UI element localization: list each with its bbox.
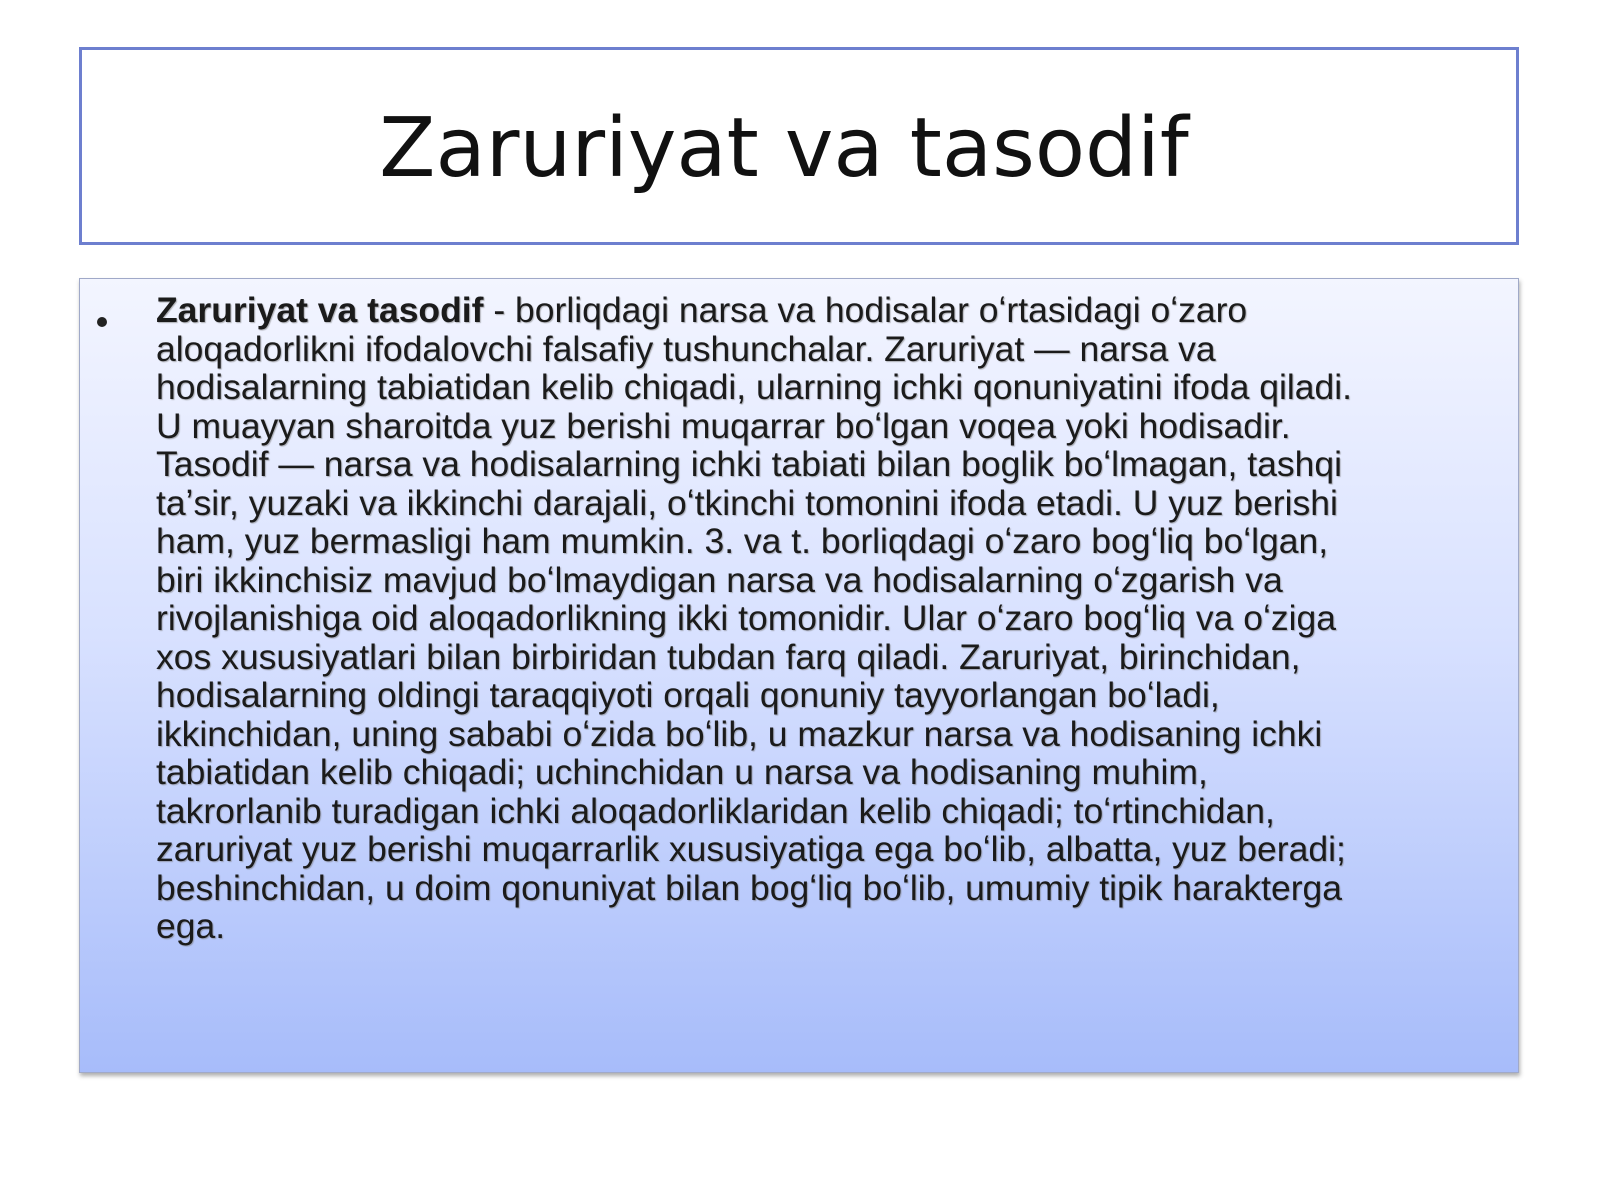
bullet-line: ega. <box>156 906 226 946</box>
bullet-line: U muayyan sharoitda yuz berishi muqarrar boʻlgan voqea yoki hodisadir. <box>156 405 1291 446</box>
bullet-line: ham, yuz bermasligi ham mumkin. 3. va t. borliqdagi oʻzaro bogʻliq boʻlgan, <box>156 521 1329 561</box>
bullet-text <box>156 291 1580 946</box>
bullet-line: Tasodif — narsa va hodisalarning ichki tabiati bilan boglik boʻlmagan, tashqi <box>156 444 1342 484</box>
bullet-dot-icon <box>97 317 107 327</box>
bullet-line: takrorlanib turadigan ichki aloqadorliklaridan kelib chiqadi; toʻrtinchidan, <box>156 790 1275 831</box>
bullet-line-1 <box>156 291 1580 330</box>
bullet-term: Zaruriyat va tasodif <box>156 290 484 330</box>
bullet-line: ikkinchidan, uning sababi oʻzida boʻlib, u mazkur narsa va hodisaning ichki <box>156 713 1323 754</box>
bullet-line: biri ikkinchisiz mavjud boʻlmaydigan narsa va hodisalarning oʻzgarish va <box>156 559 1283 600</box>
bullet-line: taʼsir, yuzaki va ikkinchi darajali, oʻtkinchi tomonini ifoda etadi. U yuz berishi <box>156 482 1338 523</box>
bullet-line: beshinchidan, u doim qonuniyat bilan bogʻliq boʻlib, umumiy tipik harakterga <box>156 867 1343 908</box>
bullet-line: xos xususiyatlari bilan birbiridan tubdan farq qiladi. Zaruriyat, birinchidan, <box>156 636 1301 677</box>
bullet-line: rivojlanishiga oid aloqadorlikning ikki tomonidir. Ular oʻzaro bogʻliq va oʻziga <box>156 598 1337 638</box>
content-box <box>79 278 1519 1073</box>
bullet-line: hodisalarning tabiatidan kelib chiqadi, ularning ichki qonuniyatini ifoda qiladi. <box>156 367 1352 407</box>
bullet-line: aloqadorlikni ifodalovchi falsafiy tushunchalar. Zaruriyat — narsa va <box>156 328 1216 369</box>
slide-title: Zaruriyat va tasodif <box>379 101 1189 196</box>
bullet-first-line-rest: - borliqdagi narsa va hodisalar oʻrtasidagi oʻzaro <box>483 290 1248 330</box>
bullet-line: zaruriyat yuz berishi muqarrarlik xususiyatiga ega boʻlib, albatta, yuz beradi; <box>156 829 1346 869</box>
title-box <box>79 47 1519 245</box>
bullet-line: hodisalarning oldingi taraqqiyoti orqali qonuniy tayyorlangan boʻladi, <box>156 675 1220 715</box>
bullet-line: tabiatidan kelib chiqadi; uchinchidan u narsa va hodisaning muhim, <box>156 752 1208 792</box>
